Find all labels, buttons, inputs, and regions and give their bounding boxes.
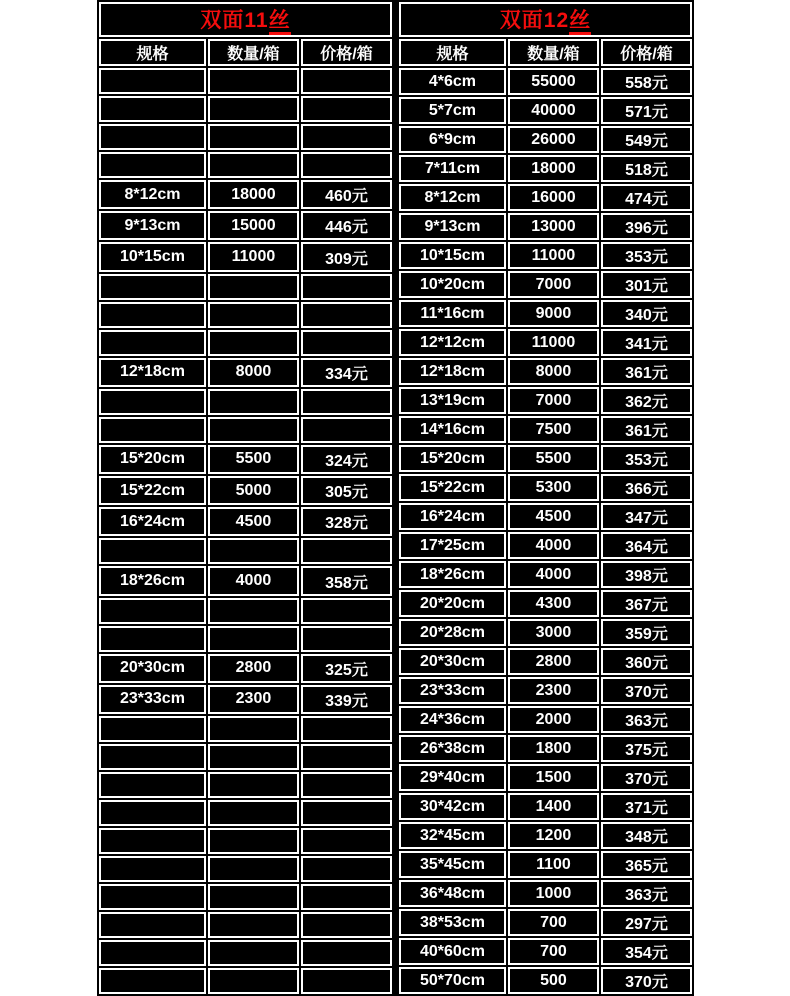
cell-spec: 15*20cm [399,445,506,472]
cell-price: 328元 [301,507,392,536]
cell-spec: 38*53cm [399,909,506,936]
column-header-quantity: 数量/箱 [208,39,299,66]
table-row [99,476,392,505]
cell-empty [99,828,206,854]
cell-price: 353元 [601,242,692,269]
cell-price: 361元 [601,358,692,385]
table-row [99,389,392,415]
cell-price: 362元 [601,387,692,414]
cell-spec: 18*26cm [99,566,206,595]
cell-empty [301,330,392,356]
cell-spec: 23*33cm [99,685,206,714]
table-row [99,417,392,443]
cell-price: 398元 [601,561,692,588]
cell-quantity: 7000 [508,387,599,414]
table-row [99,152,392,178]
cell-price: 558元 [601,68,692,95]
cell-quantity: 2300 [508,677,599,704]
cell-spec: 20*28cm [399,619,506,646]
cell-quantity: 1100 [508,851,599,878]
cell-empty [301,968,392,994]
cell-spec: 17*25cm [399,532,506,559]
cell-quantity: 2800 [208,654,299,683]
cell-empty [301,800,392,826]
table-row [399,416,692,443]
cell-empty [301,772,392,798]
table-row [399,880,692,907]
cell-quantity: 1500 [508,764,599,791]
cell-empty [99,124,206,150]
cell-empty [208,538,299,564]
cell-empty [99,389,206,415]
table-row [399,126,692,153]
table-row [399,474,692,501]
cell-price: 375元 [601,735,692,762]
column-header-row [99,39,392,66]
table-row [99,654,392,683]
cell-spec: 6*9cm [399,126,506,153]
cell-price: 305元 [301,476,392,505]
cell-price: 371元 [601,793,692,820]
cell-quantity: 15000 [208,211,299,240]
cell-quantity: 1200 [508,822,599,849]
cell-quantity: 5500 [508,445,599,472]
cell-empty [99,968,206,994]
cell-spec: 36*48cm [399,880,506,907]
table-row [99,685,392,714]
table-row [99,180,392,209]
cell-empty [208,912,299,938]
cell-quantity: 5500 [208,445,299,474]
cell-spec: 20*30cm [99,654,206,683]
table-row [399,387,692,414]
table-row [399,706,692,733]
cell-price: 396元 [601,213,692,240]
cell-spec: 11*16cm [399,300,506,327]
cell-quantity: 55000 [508,68,599,95]
table-row [99,242,392,271]
table-row [399,155,692,182]
cell-quantity: 700 [508,938,599,965]
table-row [399,822,692,849]
table-row [99,884,392,910]
table-row [99,330,392,356]
cell-spec: 23*33cm [399,677,506,704]
cell-empty [301,884,392,910]
cell-spec: 13*19cm [399,387,506,414]
cell-empty [208,389,299,415]
cell-empty [301,389,392,415]
table-row [99,274,392,300]
cell-empty [99,417,206,443]
cell-empty [208,68,299,94]
cell-spec: 10*20cm [399,271,506,298]
cell-empty [301,152,392,178]
cell-price: 339元 [301,685,392,714]
cell-empty [301,124,392,150]
table-row [99,358,392,387]
cell-quantity: 500 [508,967,599,994]
table-row [99,626,392,652]
cell-price: 340元 [601,300,692,327]
table-row [99,96,392,122]
cell-price: 366元 [601,474,692,501]
cell-quantity: 18000 [208,180,299,209]
cell-spec: 15*22cm [99,476,206,505]
table-row [399,68,692,95]
cell-price: 358元 [301,566,392,595]
table-row [99,912,392,938]
cell-empty [301,96,392,122]
cell-quantity: 1000 [508,880,599,907]
cell-price: 518元 [601,155,692,182]
table-row [399,967,692,994]
cell-empty [301,912,392,938]
cell-empty [99,96,206,122]
cell-empty [99,856,206,882]
cell-quantity: 26000 [508,126,599,153]
cell-price: 297元 [601,909,692,936]
table-row [99,507,392,536]
cell-spec: 4*6cm [399,68,506,95]
cell-price: 446元 [301,211,392,240]
cell-spec: 15*22cm [399,474,506,501]
cell-spec: 16*24cm [399,503,506,530]
cell-spec: 29*40cm [399,764,506,791]
table-title-row [399,2,692,37]
cell-quantity: 3000 [508,619,599,646]
cell-spec: 9*13cm [399,213,506,240]
cell-spec: 20*20cm [399,590,506,617]
table-title-row [99,2,392,37]
cell-empty [208,940,299,966]
cell-empty [208,884,299,910]
table-row [399,764,692,791]
table-row [99,856,392,882]
cell-empty [208,772,299,798]
cell-price: 363元 [601,706,692,733]
column-header-spec: 规格 [399,39,506,66]
table-row [99,211,392,240]
table-row [399,97,692,124]
cell-quantity: 4500 [508,503,599,530]
cell-empty [99,772,206,798]
cell-empty [301,940,392,966]
cell-quantity: 8000 [208,358,299,387]
table-row [399,445,692,472]
table-row [99,566,392,595]
cell-empty [208,856,299,882]
cell-quantity: 11000 [208,242,299,271]
table-body [99,68,392,994]
cell-price: 474元 [601,184,692,211]
cell-empty [99,884,206,910]
cell-spec: 20*30cm [399,648,506,675]
table-body [399,68,692,994]
table-row [399,532,692,559]
cell-price: 334元 [301,358,392,387]
table-row [399,329,692,356]
cell-empty [99,538,206,564]
cell-empty [208,330,299,356]
table-row [99,68,392,94]
cell-quantity: 4000 [208,566,299,595]
cell-spec: 26*38cm [399,735,506,762]
cell-price: 359元 [601,619,692,646]
cell-price: 364元 [601,532,692,559]
table-title-silk: 丝 [269,10,291,35]
cell-empty [301,598,392,624]
table-row [99,800,392,826]
table-row [399,590,692,617]
cell-empty [301,538,392,564]
cell-empty [99,152,206,178]
table-row [99,744,392,770]
table-row [399,561,692,588]
table-row [99,598,392,624]
cell-price: 360元 [601,648,692,675]
column-header-price: 价格/箱 [301,39,392,66]
cell-price: 347元 [601,503,692,530]
table-row [399,271,692,298]
cell-quantity: 2000 [508,706,599,733]
cell-quantity: 8000 [508,358,599,385]
cell-empty [301,68,392,94]
cell-quantity: 13000 [508,213,599,240]
cell-price: 549元 [601,126,692,153]
cell-empty [301,716,392,742]
cell-quantity: 11000 [508,242,599,269]
cell-empty [99,68,206,94]
cell-empty [99,800,206,826]
table-row [99,772,392,798]
table-row [99,940,392,966]
cell-empty [208,828,299,854]
table-row [399,242,692,269]
cell-empty [208,716,299,742]
cell-spec: 5*7cm [399,97,506,124]
table-11si [97,0,394,996]
cell-spec: 10*15cm [99,242,206,271]
cell-empty [301,828,392,854]
cell-spec: 7*11cm [399,155,506,182]
table-title-silk: 丝 [569,10,591,35]
price-tables [97,0,694,996]
cell-empty [301,744,392,770]
cell-spec: 50*70cm [399,967,506,994]
table-row [399,503,692,530]
cell-quantity: 700 [508,909,599,936]
cell-price: 324元 [301,445,392,474]
cell-empty [99,716,206,742]
cell-spec: 35*45cm [399,851,506,878]
table-row [399,358,692,385]
cell-quantity: 5300 [508,474,599,501]
cell-empty [99,626,206,652]
cell-quantity: 1800 [508,735,599,762]
cell-spec: 12*18cm [399,358,506,385]
cell-quantity: 4500 [208,507,299,536]
cell-price: 370元 [601,764,692,791]
cell-empty [208,626,299,652]
cell-spec: 32*45cm [399,822,506,849]
table-row [99,716,392,742]
column-header-price: 价格/箱 [601,39,692,66]
table-row [399,184,692,211]
cell-empty [99,330,206,356]
cell-price: 341元 [601,329,692,356]
column-header-spec: 规格 [99,39,206,66]
column-header-row [399,39,692,66]
table-12si [397,0,694,996]
table-row [399,793,692,820]
cell-empty [99,744,206,770]
cell-price: 571元 [601,97,692,124]
table-row [99,828,392,854]
cell-spec: 24*36cm [399,706,506,733]
cell-price: 353元 [601,445,692,472]
cell-price: 367元 [601,590,692,617]
cell-price: 325元 [301,654,392,683]
cell-empty [99,302,206,328]
table-row [399,213,692,240]
cell-empty [301,417,392,443]
cell-quantity: 11000 [508,329,599,356]
cell-quantity: 16000 [508,184,599,211]
cell-quantity: 1400 [508,793,599,820]
cell-spec: 30*42cm [399,793,506,820]
cell-empty [99,940,206,966]
table-row [399,619,692,646]
cell-spec: 8*12cm [99,180,206,209]
cell-empty [208,302,299,328]
table-row [399,735,692,762]
table-title [99,2,392,37]
cell-price: 365元 [601,851,692,878]
cell-price: 460元 [301,180,392,209]
cell-spec: 10*15cm [399,242,506,269]
table-row [99,124,392,150]
cell-spec: 12*18cm [99,358,206,387]
cell-empty [208,96,299,122]
cell-price: 370元 [601,677,692,704]
cell-empty [301,274,392,300]
cell-empty [208,124,299,150]
table-row [399,648,692,675]
cell-quantity: 18000 [508,155,599,182]
cell-quantity: 9000 [508,300,599,327]
cell-quantity: 2300 [208,685,299,714]
table-row [399,851,692,878]
cell-spec: 18*26cm [399,561,506,588]
table-row [399,677,692,704]
cell-empty [99,598,206,624]
table-title-text: 双面11 [200,9,269,32]
table-row [99,538,392,564]
cell-spec: 8*12cm [399,184,506,211]
cell-empty [99,912,206,938]
cell-empty [208,800,299,826]
cell-spec: 14*16cm [399,416,506,443]
cell-quantity: 4000 [508,532,599,559]
column-header-quantity: 数量/箱 [508,39,599,66]
cell-quantity: 4300 [508,590,599,617]
cell-quantity: 7500 [508,416,599,443]
cell-price: 348元 [601,822,692,849]
table-row [99,445,392,474]
cell-spec: 12*12cm [399,329,506,356]
cell-empty [301,302,392,328]
cell-empty [208,744,299,770]
table-row [99,302,392,328]
cell-price: 354元 [601,938,692,965]
cell-quantity: 40000 [508,97,599,124]
cell-empty [208,968,299,994]
cell-empty [301,856,392,882]
table-row [99,968,392,994]
cell-price: 361元 [601,416,692,443]
cell-price: 309元 [301,242,392,271]
cell-empty [208,598,299,624]
table-row [399,909,692,936]
cell-quantity: 4000 [508,561,599,588]
cell-empty [301,626,392,652]
cell-empty [99,274,206,300]
cell-empty [208,417,299,443]
cell-price: 363元 [601,880,692,907]
cell-quantity: 2800 [508,648,599,675]
cell-spec: 9*13cm [99,211,206,240]
table-title-text: 双面12 [499,9,570,32]
cell-spec: 40*60cm [399,938,506,965]
cell-empty [208,152,299,178]
table-row [399,300,692,327]
cell-quantity: 7000 [508,271,599,298]
table-row [399,938,692,965]
cell-price: 370元 [601,967,692,994]
cell-quantity: 5000 [208,476,299,505]
cell-empty [208,274,299,300]
table-title [399,2,692,37]
cell-spec: 15*20cm [99,445,206,474]
cell-price: 301元 [601,271,692,298]
cell-spec: 16*24cm [99,507,206,536]
